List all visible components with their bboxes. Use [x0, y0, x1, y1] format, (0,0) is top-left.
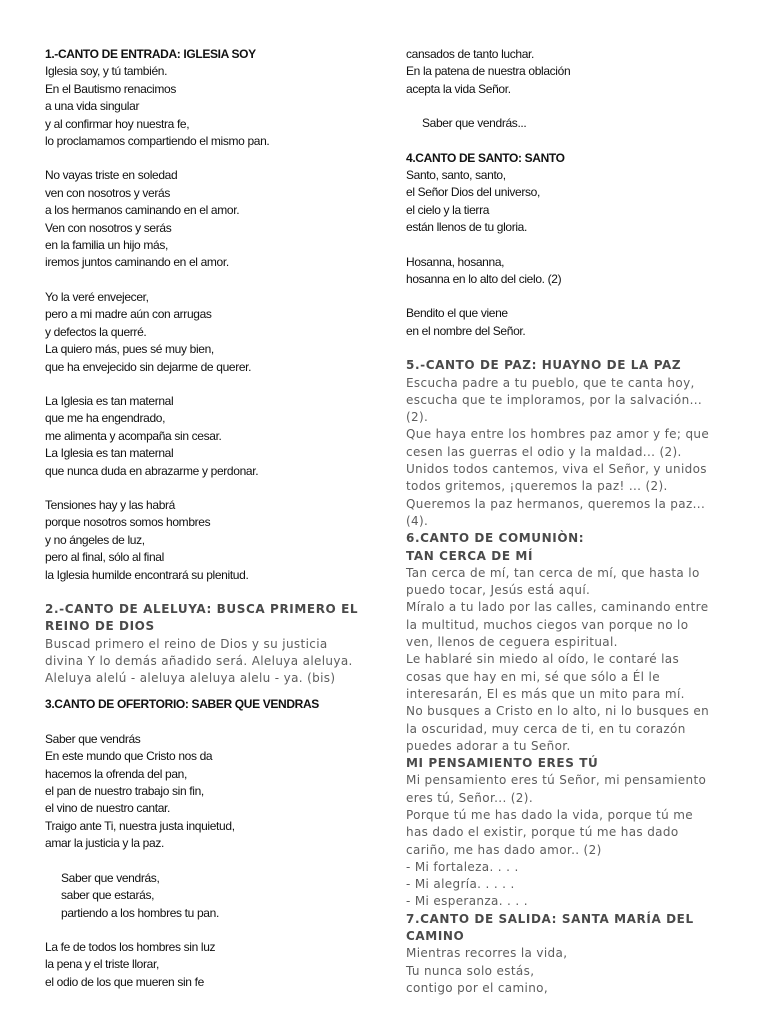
- lyric-line: (4).: [406, 513, 429, 528]
- lyric-line: Le hablaré sin miedo al oído, le contaré las: [406, 652, 680, 667]
- lyric-line: hosanna en lo alto del cielo. (2): [406, 272, 562, 287]
- song-title-paz: 5.-CANTO DE PAZ: HUAYNO DE LA PAZ: [406, 358, 682, 373]
- lyric-line: el vino de nuestro cantar.: [45, 801, 170, 816]
- lyric-line: Aleluya alelú - aleluya aleluya alelu - ya. (bis): [45, 671, 336, 686]
- lyric-line: puedes adorar a tu Señor.: [406, 738, 571, 753]
- lyric-line: Unidos todos cantemos, viva el Señor, y unidos: [406, 462, 707, 477]
- lyric-line: cosas que hay en mi, sé que sólo a Él le: [406, 669, 660, 684]
- lyric-line: la oscuridad, muy cerca de ti, en tu corazón: [406, 721, 686, 736]
- lyric-line: lo proclamamos compartiendo el mismo pan.: [45, 134, 270, 149]
- lyric-line: iremos juntos caminando en el amor.: [45, 255, 229, 270]
- lyric-line: que nunca duda en abrazarme y perdonar.: [45, 463, 259, 478]
- lyric-line: a una vida singular: [45, 99, 140, 114]
- right-column: [406, 46, 746, 997]
- lyric-line: La Iglesia es tan maternal: [45, 393, 174, 408]
- lyric-line: cansados de tanto luchar.: [406, 47, 535, 61]
- song-title-entrada: 1.-CANTO DE ENTRADA: IGLESIA SOY: [45, 47, 256, 61]
- lyric-line: - Mi fortaleza. . . .: [406, 859, 519, 874]
- lyric-line: la Iglesia humilde encontrará su plenitud.: [45, 567, 249, 582]
- lyric-line: el odio de los que mueren sin fe: [45, 974, 204, 989]
- song-title-comunion: 6.CANTO DE COMUNIÒN:: [406, 531, 585, 546]
- song-title-santo: 4.CANTO DE SANTO: SANTO: [406, 150, 565, 165]
- lyric-line: puedo tocar, Jesús está aquí.: [406, 583, 591, 598]
- lyric-line: (2).: [406, 410, 429, 425]
- lyric-line: que me ha engendrado,: [45, 411, 166, 426]
- lyric-line: Iglesia soy, y tú también.: [45, 64, 168, 79]
- lyric-line: No vayas triste en soledad: [45, 168, 178, 183]
- chorus-line: Saber que vendrás...: [422, 116, 527, 131]
- lyric-line: Queremos la paz hermanos, queremos la paz...: [406, 496, 706, 511]
- lyric-line: a los hermanos caminando en el amor.: [45, 203, 240, 218]
- lyric-line: Escucha padre a tu pueblo, que te canta hoy,: [406, 375, 695, 390]
- lyric-line: me alimenta y acompaña sin cesar.: [45, 428, 222, 443]
- lyric-line: en la familia un hijo más,: [45, 238, 168, 253]
- lyric-line: Míralo a tu lado por las calles, caminando entre: [406, 600, 709, 615]
- song-subtitle: TAN CERCA DE MÍ: [406, 548, 534, 563]
- lyric-line: En el Bautismo renacimos: [45, 81, 176, 96]
- lyric-line: acepta la vida Señor.: [406, 81, 511, 96]
- lyric-line: ven con nosotros y verás: [45, 185, 171, 200]
- lyric-line: el Señor Dios del universo,: [406, 185, 540, 200]
- lyric-line: Ven con nosotros y serás: [45, 220, 172, 235]
- lyric-line: hacemos la ofrenda del pan,: [45, 766, 187, 781]
- lyric-line: Tan cerca de mí, tan cerca de mí, que hasta lo: [406, 565, 700, 580]
- lyric-line: Bendito el que viene: [406, 306, 508, 321]
- lyric-line: La quiero más, pues sé muy bien,: [45, 342, 214, 357]
- lyric-line: En la patena de nuestra oblación: [406, 64, 571, 79]
- lyric-line: cesen las guerras el odio y la maldad... (2).: [406, 444, 682, 459]
- lyric-line: La Iglesia es tan maternal: [45, 446, 174, 461]
- song-title-ofertorio: 3.CANTO DE OFERTORIO: SABER QUE VENDRAS: [45, 697, 319, 712]
- lyric-line: Saber que vendrás: [45, 731, 141, 746]
- lyric-line: cariño, me has dado amor.. (2): [406, 842, 602, 857]
- lyric-line: pero al final, sólo al final: [45, 550, 164, 565]
- lyric-line: Que haya entre los hombres paz amor y fe; que: [406, 427, 710, 442]
- lyric-line: Mi pensamiento eres tú Señor, mi pensamiento: [406, 773, 707, 788]
- chorus-line: Saber que vendrás,: [61, 870, 160, 885]
- lyric-line: porque nosotros somos hombres: [45, 515, 211, 530]
- lyric-line: Yo la veré envejecer,: [45, 289, 149, 304]
- lyric-line: has dado el existir, porque tú me has dado: [406, 825, 679, 840]
- lyric-line: y defectos la querré.: [45, 324, 147, 339]
- lyric-line: Traigo ante Ti, nuestra justa inquietud,: [45, 818, 235, 833]
- lyric-line: en el nombre del Señor.: [406, 323, 526, 338]
- lyric-line: la pena y el triste llorar,: [45, 957, 159, 972]
- song-subtitle: MI PENSAMIENTO ERES TÚ: [406, 756, 599, 771]
- lyric-line: ven, llenos de ceguera espiritual.: [406, 635, 618, 650]
- chorus-line: saber que estarás,: [61, 888, 155, 903]
- lyric-line: que ha envejecido sin dejarme de querer.: [45, 359, 252, 374]
- song-title-salida-cont: CAMINO: [406, 929, 465, 944]
- lyric-line: En este mundo que Cristo nos da: [45, 749, 213, 764]
- lyric-line: Buscad primero el reino de Dios y su justicia: [45, 636, 328, 651]
- lyric-line: - Mi alegría. . . . .: [406, 877, 515, 892]
- lyric-line: Santo, santo, santo,: [406, 168, 506, 183]
- lyric-line: el cielo y la tierra: [406, 202, 490, 217]
- lyric-line: y al confirmar hoy nuestra fe,: [45, 116, 190, 131]
- lyric-line: amar la justicia y la paz.: [45, 836, 164, 851]
- lyric-line: Hosanna, hosanna,: [406, 254, 505, 269]
- lyric-line: Tensiones hay y las habrá: [45, 497, 176, 512]
- lyric-line: Mientras recorres la vida,: [406, 946, 568, 961]
- song-title-salida: 7.CANTO DE SALIDA: SANTA MARÍA DEL: [406, 911, 694, 926]
- lyric-line: todos gritemos, ¡queremos la paz! ... (2).: [406, 479, 668, 494]
- lyric-line: No busques a Cristo en lo alto, ni lo busques en: [406, 704, 710, 719]
- lyric-line: escucha que te imploramos, por la salvación...: [406, 392, 703, 407]
- song-title-aleluya: 2.-CANTO DE ALELUYA: BUSCA PRIMERO EL: [45, 601, 359, 616]
- lyric-line: el pan de nuestro trabajo sin fin,: [45, 784, 204, 799]
- lyric-line: la multitud, muchos ciegos van porque no lo: [406, 617, 689, 632]
- lyric-line: Porque tú me has dado la vida, porque tú me: [406, 808, 693, 822]
- lyric-line: contigo por el camino,: [406, 980, 549, 995]
- left-column: [45, 46, 375, 991]
- lyric-line: La fe de todos los hombres sin luz: [45, 939, 216, 954]
- lyric-line: - Mi esperanza. . . .: [406, 894, 528, 909]
- lyric-line: están llenos de tu gloria.: [406, 220, 527, 235]
- lyric-line: Tu nunca solo estás,: [406, 963, 535, 978]
- lyric-line: pero a mi madre aún con arrugas: [45, 307, 212, 322]
- lyric-line: y no ángeles de luz,: [45, 532, 145, 547]
- song-title-aleluya-cont: REINO DE DIOS: [45, 619, 155, 634]
- lyric-line: eres tú, Señor... (2).: [406, 790, 533, 805]
- lyric-line: interesarán, El es más que un mito para mí.: [406, 686, 685, 701]
- lyric-line: divina Y lo demás añadido será. Aleluya aleluya.: [45, 653, 353, 668]
- chorus-line: partiendo a los hombres tu pan.: [61, 905, 219, 920]
